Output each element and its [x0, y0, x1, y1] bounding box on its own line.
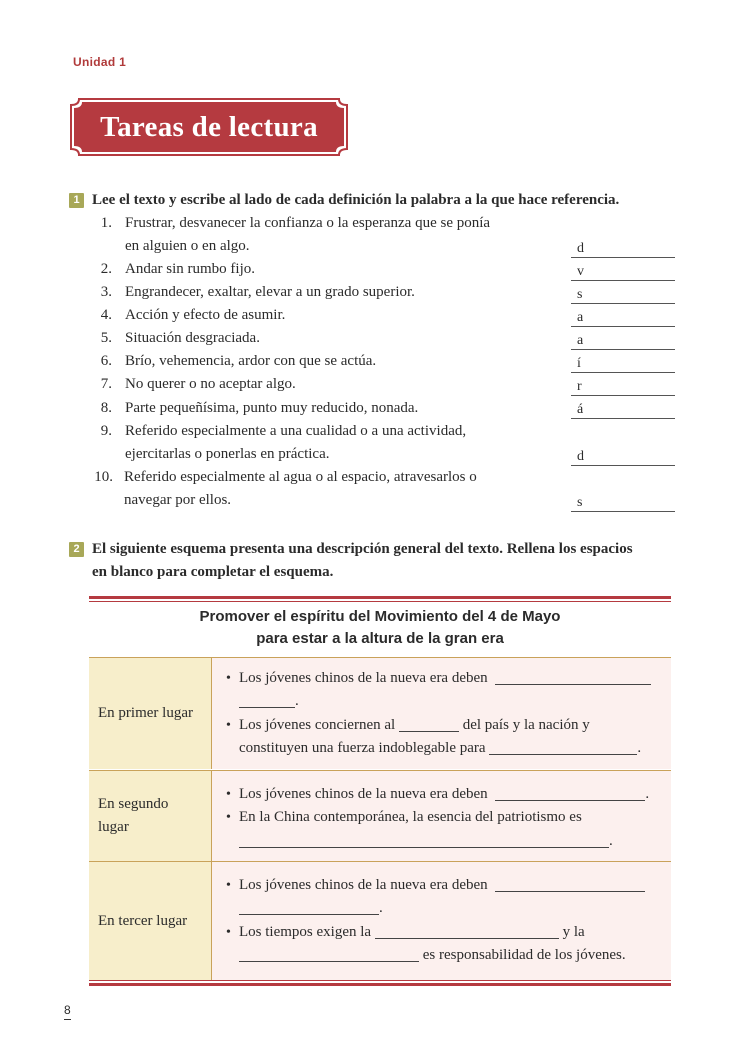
bullet: •: [226, 787, 231, 802]
answer-blank[interactable]: s: [571, 286, 675, 304]
answer-blank[interactable]: v: [571, 263, 675, 281]
table-bottom-rule: [89, 980, 671, 986]
exercise-2-instruction-cont: en blanco para completar el esquema.: [92, 564, 334, 580]
exercise-2-heading: [69, 538, 633, 561]
fill-text: Los jóvenes conciernen al: [239, 717, 396, 733]
fill-line: [239, 944, 675, 967]
page-number-underline: [64, 1019, 71, 1020]
exercise-number-badge: 1: [69, 193, 84, 208]
fill-line: [239, 921, 675, 944]
definition-number: 4.: [100, 307, 112, 323]
fill-line: [239, 714, 675, 737]
definition-number: 3.: [100, 284, 112, 300]
fill-line: [239, 874, 675, 897]
fill-text: .: [295, 693, 299, 709]
definition-number: 9.: [100, 423, 112, 439]
bullet: •: [226, 671, 231, 686]
scheme-title: Promover el espíritu del Movimiento del 4 de Mayo: [199, 608, 561, 625]
row-separator: [89, 657, 671, 658]
table-top-rule: [89, 596, 671, 602]
fill-text: Los tiempos exigen la: [239, 924, 372, 940]
definition-text: Frustrar, desvanecer la confianza o la esperanza que se ponía: [125, 215, 491, 231]
section-title-banner: [69, 97, 349, 157]
definition-number: 5.: [100, 330, 112, 346]
fill-blank[interactable]: [495, 784, 645, 801]
row-label: En primer lugar: [89, 657, 212, 769]
fill-text: es responsabilidad de los jóvenes.: [422, 947, 626, 963]
definition-number: 7.: [100, 376, 112, 392]
answer-blank[interactable]: r: [571, 378, 675, 396]
bullet: •: [226, 810, 231, 825]
row-label: En tercer lugar: [89, 862, 212, 980]
definition-number: 10.: [94, 469, 113, 485]
fill-blank[interactable]: [489, 738, 637, 755]
bullet: •: [226, 878, 231, 893]
answer-blank[interactable]: d: [571, 448, 675, 466]
fill-blank[interactable]: [239, 898, 379, 915]
fill-line: [239, 806, 675, 829]
unit-label: Unidad 1: [73, 55, 127, 69]
fill-blank[interactable]: [239, 831, 609, 848]
row-label-text: En segundo lugar: [98, 796, 169, 835]
row-label: [89, 771, 212, 861]
fill-blank[interactable]: [495, 875, 645, 892]
bullet: •: [226, 925, 231, 940]
fill-blank[interactable]: [239, 691, 295, 708]
fill-text: Los jóvenes chinos de la nueva era deben: [239, 670, 488, 686]
answer-blank[interactable]: d: [571, 240, 675, 258]
fill-line: [239, 667, 675, 690]
definition-text: Situación desgraciada.: [125, 330, 260, 346]
answer-blank[interactable]: á: [571, 401, 675, 419]
definition-text: navegar por ellos.: [124, 492, 232, 508]
bullet: •: [226, 718, 231, 733]
scheme-table: [89, 596, 671, 984]
page-number: 8: [64, 1003, 71, 1017]
definition-text: Referido especialmente al agua o al espacio, atravesarlos o: [124, 469, 477, 485]
definition-text: Brío, vehemencia, ardor con que se actúa.: [125, 353, 377, 369]
definition-number: 1.: [100, 215, 112, 231]
definition-text: Acción y efecto de asumir.: [125, 307, 286, 323]
fill-line: [239, 830, 675, 853]
fill-text: del país y la nación y: [462, 717, 590, 733]
definition-text: Andar sin rumbo fijo.: [125, 261, 255, 277]
fill-text: Los jóvenes chinos de la nueva era deben: [239, 877, 488, 893]
exercise-1-instruction: Lee el texto y escribe al lado de cada definición la palabra a la que hace referencia.: [92, 192, 620, 208]
definition-number: 8.: [100, 400, 112, 416]
fill-line: [239, 897, 675, 920]
fill-blank[interactable]: [375, 922, 559, 939]
fill-text: En la China contemporánea, la esencia del patriotismo es: [239, 809, 582, 825]
definition-text: Parte pequeñísima, punto muy reducido, nonada.: [125, 400, 419, 416]
scheme-title: para estar a la altura de la gran era: [256, 630, 504, 647]
fill-text: y la: [562, 924, 585, 940]
answer-blank[interactable]: a: [571, 309, 675, 327]
fill-text: .: [645, 786, 650, 802]
definition-text: ejercitarlas o ponerlas en práctica.: [125, 446, 330, 462]
definition-text: en alguien o en algo.: [125, 238, 250, 254]
exercise-2-instruction: El siguiente esquema presenta una descripción general del texto. Rellena los espacios: [92, 541, 633, 557]
definition-number: 2.: [100, 261, 112, 277]
definition-number: 6.: [100, 353, 112, 369]
fill-text: Los jóvenes chinos de la nueva era deben: [239, 786, 488, 802]
fill-line: [239, 690, 675, 713]
answer-blank[interactable]: s: [571, 494, 675, 512]
definition-text: Engrandecer, exaltar, elevar a un grado superior.: [125, 284, 415, 300]
fill-text: constituyen una fuerza indoblegable para: [239, 740, 486, 756]
fill-text: .: [637, 740, 642, 756]
definition-text: Referido especialmente a una cualidad o a una actividad,: [125, 423, 467, 439]
fill-text: .: [609, 833, 613, 849]
exercise-number-badge: 2: [69, 542, 84, 557]
fill-line: [239, 737, 675, 760]
exercise-1-heading: [69, 189, 619, 212]
definition-text: No querer o no aceptar algo.: [125, 376, 296, 392]
fill-text: .: [379, 900, 383, 916]
section-title: Tareas de lectura: [100, 110, 318, 143]
fill-blank[interactable]: [495, 668, 651, 685]
answer-blank[interactable]: í: [571, 355, 675, 373]
fill-line: [239, 783, 675, 806]
fill-blank[interactable]: [399, 715, 459, 732]
answer-blank[interactable]: a: [571, 332, 675, 350]
fill-blank[interactable]: [239, 945, 419, 962]
